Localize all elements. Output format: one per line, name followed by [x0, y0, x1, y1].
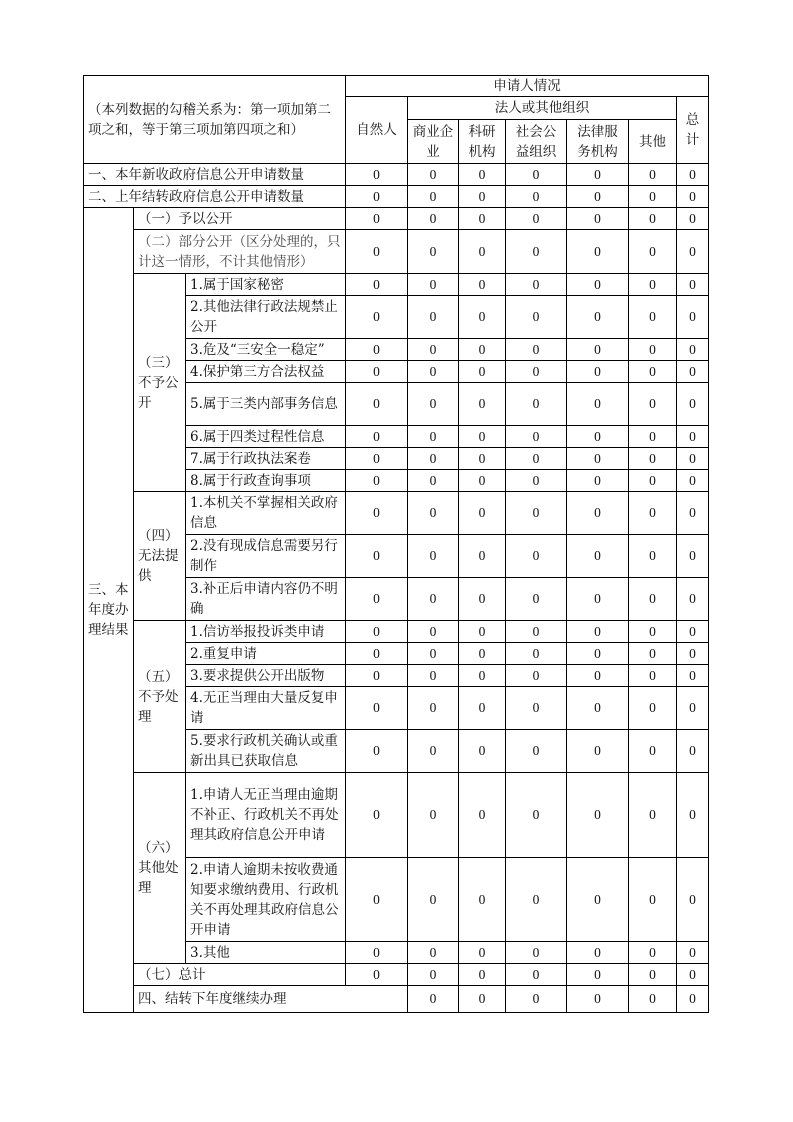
row-label: 8.属于行政查询事项	[186, 470, 346, 492]
cell: 0	[459, 942, 506, 964]
cell: 0	[506, 274, 567, 296]
cell: 0	[346, 621, 408, 643]
cell: 0	[408, 964, 459, 986]
cell: 0	[629, 164, 677, 186]
cell: 0	[346, 361, 408, 383]
cell: 0	[346, 535, 408, 578]
cell: 0	[567, 186, 629, 208]
cell: 0	[629, 274, 677, 296]
cell: 0	[677, 492, 709, 535]
row-label: 1.信访举报投诉类申请	[186, 621, 346, 643]
cell: 0	[459, 578, 506, 621]
cell: 0	[567, 986, 629, 1013]
header-commercial: 商业企业	[408, 120, 459, 164]
cell: 0	[346, 942, 408, 964]
table-row	[84, 164, 709, 186]
cell: 0	[459, 492, 506, 535]
header-note: （本列数据的勾稽关系为：第一项加第二项之和，等于第三项加第四项之和）	[84, 76, 346, 164]
table-row	[84, 208, 709, 230]
cell: 0	[677, 535, 709, 578]
cell: 0	[346, 687, 408, 730]
group-label: （四）无法提供	[134, 492, 186, 621]
cell: 0	[346, 274, 408, 296]
cell: 0	[408, 858, 459, 942]
cell: 0	[408, 986, 459, 1013]
cell: 0	[677, 773, 709, 858]
header-other: 其他	[629, 120, 677, 164]
cell: 0	[506, 535, 567, 578]
cell: 0	[459, 274, 506, 296]
cell: 0	[567, 448, 629, 470]
cell: 0	[567, 230, 629, 274]
table-row	[84, 274, 709, 296]
cell: 0	[677, 361, 709, 383]
cell: 0	[677, 470, 709, 492]
cell: 0	[459, 773, 506, 858]
row-label: 5.属于三类内部事务信息	[186, 383, 346, 426]
cell: 0	[346, 186, 408, 208]
cell: 0	[346, 383, 408, 426]
cell: 0	[346, 730, 408, 773]
info-disclosure-table	[83, 75, 709, 1013]
cell: 0	[408, 665, 459, 687]
cell: 0	[506, 186, 567, 208]
cell: 0	[567, 858, 629, 942]
header-legal-org-group: 法人或其他组织	[408, 97, 677, 120]
cell: 0	[506, 964, 567, 986]
section3-label: 三、本年度办理结果	[84, 208, 134, 1013]
cell: 0	[567, 296, 629, 339]
cell: 0	[459, 230, 506, 274]
row-label: 5.要求行政机关确认或重新出具已获取信息	[186, 730, 346, 773]
header-social-welfare: 社会公益组织	[506, 120, 567, 164]
row-label: 3.补正后申请内容仍不明确	[186, 578, 346, 621]
cell: 0	[629, 208, 677, 230]
cell: 0	[677, 448, 709, 470]
cell: 0	[408, 339, 459, 361]
cell: 0	[346, 470, 408, 492]
header-natural-person: 自然人	[346, 97, 408, 164]
row-label: 1.属于国家秘密	[186, 274, 346, 296]
cell: 0	[567, 339, 629, 361]
cell: 0	[567, 643, 629, 665]
cell: 0	[408, 492, 459, 535]
cell: 0	[506, 986, 567, 1013]
cell: 0	[629, 578, 677, 621]
row-label: （七）总计	[134, 964, 346, 986]
cell: 0	[567, 578, 629, 621]
cell: 0	[506, 164, 567, 186]
header-legal-service: 法律服务机构	[567, 120, 629, 164]
cell: 0	[506, 665, 567, 687]
cell: 0	[567, 665, 629, 687]
cell: 0	[629, 296, 677, 339]
cell: 0	[408, 773, 459, 858]
cell: 0	[506, 470, 567, 492]
cell: 0	[567, 274, 629, 296]
cell: 0	[346, 773, 408, 858]
cell: 0	[677, 621, 709, 643]
row-label: 1.本机关不掌握相关政府信息	[186, 492, 346, 535]
cell: 0	[506, 230, 567, 274]
group-label: （五）不予处理	[134, 621, 186, 773]
row-label: （一）予以公开	[134, 208, 346, 230]
cell: 0	[459, 621, 506, 643]
cell: 0	[506, 942, 567, 964]
row-label: （二）部分公开（区分处理的，只计这一情形，不计其他情形）	[134, 230, 346, 274]
cell: 0	[506, 730, 567, 773]
cell: 0	[677, 687, 709, 730]
cell: 0	[346, 426, 408, 448]
cell: 0	[346, 665, 408, 687]
cell: 0	[567, 773, 629, 858]
cell: 0	[629, 964, 677, 986]
cell: 0	[677, 186, 709, 208]
cell: 0	[629, 470, 677, 492]
header-applicant-situation: 申请人情况	[346, 76, 709, 97]
cell: 0	[677, 208, 709, 230]
cell: 0	[677, 339, 709, 361]
cell: 0	[346, 964, 408, 986]
cell: 0	[677, 665, 709, 687]
cell: 0	[408, 208, 459, 230]
cell: 0	[408, 621, 459, 643]
cell: 0	[629, 621, 677, 643]
cell: 0	[408, 164, 459, 186]
cell: 0	[629, 730, 677, 773]
cell: 0	[459, 296, 506, 339]
cell: 0	[677, 986, 709, 1013]
cell: 0	[346, 492, 408, 535]
cell: 0	[408, 361, 459, 383]
cell: 0	[408, 730, 459, 773]
table-row	[84, 621, 709, 643]
cell: 0	[629, 665, 677, 687]
cell: 0	[408, 274, 459, 296]
cell: 0	[346, 208, 408, 230]
cell: 0	[408, 942, 459, 964]
cell: 0	[408, 426, 459, 448]
cell: 0	[629, 858, 677, 942]
cell: 0	[346, 643, 408, 665]
cell: 0	[629, 186, 677, 208]
cell: 0	[408, 470, 459, 492]
row-label: 四、结转下年度继续办理	[134, 986, 408, 1013]
cell: 0	[408, 186, 459, 208]
cell: 0	[408, 296, 459, 339]
cell: 0	[629, 383, 677, 426]
row-label: 1.申请人无正当理由逾期不补正、行政机关不再处理其政府信息公开申请	[186, 773, 346, 858]
cell: 0	[506, 858, 567, 942]
cell: 0	[459, 164, 506, 186]
cell: 0	[567, 361, 629, 383]
cell: 0	[677, 383, 709, 426]
cell: 0	[459, 426, 506, 448]
cell: 0	[408, 535, 459, 578]
header-total: 总计	[677, 97, 709, 164]
row-label: 一、本年新收政府信息公开申请数量	[84, 164, 346, 186]
cell: 0	[677, 274, 709, 296]
cell: 0	[629, 426, 677, 448]
cell: 0	[629, 687, 677, 730]
cell: 0	[567, 470, 629, 492]
row-label: 6.属于四类过程性信息	[186, 426, 346, 448]
cell: 0	[506, 208, 567, 230]
cell: 0	[346, 164, 408, 186]
cell: 0	[629, 942, 677, 964]
cell: 0	[408, 383, 459, 426]
row-label: 4.保护第三方合法权益	[186, 361, 346, 383]
cell: 0	[677, 942, 709, 964]
table-row	[84, 186, 709, 208]
cell: 0	[567, 687, 629, 730]
row-label: 2.申请人逾期未按收费通知要求缴纳费用、行政机关不再处理其政府信息公开申请	[186, 858, 346, 942]
row-label: 4.无正当理由大量反复申请	[186, 687, 346, 730]
cell: 0	[677, 643, 709, 665]
cell: 0	[677, 730, 709, 773]
cell: 0	[346, 448, 408, 470]
cell: 0	[459, 535, 506, 578]
cell: 0	[459, 361, 506, 383]
row-label: 2.其他法律行政法规禁止公开	[186, 296, 346, 339]
cell: 0	[459, 730, 506, 773]
cell: 0	[567, 492, 629, 535]
cell: 0	[567, 964, 629, 986]
cell: 0	[459, 858, 506, 942]
cell: 0	[459, 208, 506, 230]
cell: 0	[506, 492, 567, 535]
cell: 0	[459, 383, 506, 426]
cell: 0	[677, 858, 709, 942]
cell: 0	[459, 665, 506, 687]
cell: 0	[506, 339, 567, 361]
cell: 0	[506, 621, 567, 643]
cell: 0	[567, 208, 629, 230]
row-label: 2.没有现成信息需要另行制作	[186, 535, 346, 578]
cell: 0	[459, 186, 506, 208]
table-row	[84, 773, 709, 858]
header-research: 科研机构	[459, 120, 506, 164]
cell: 0	[677, 164, 709, 186]
cell: 0	[677, 426, 709, 448]
row-label: 3.要求提供公开出版物	[186, 665, 346, 687]
cell: 0	[346, 858, 408, 942]
cell: 0	[567, 942, 629, 964]
cell: 0	[408, 448, 459, 470]
cell: 0	[346, 296, 408, 339]
cell: 0	[459, 470, 506, 492]
cell: 0	[567, 535, 629, 578]
cell: 0	[506, 426, 567, 448]
cell: 0	[567, 621, 629, 643]
cell: 0	[408, 230, 459, 274]
table-row	[84, 230, 709, 274]
cell: 0	[506, 687, 567, 730]
cell: 0	[506, 578, 567, 621]
cell: 0	[459, 986, 506, 1013]
cell: 0	[567, 164, 629, 186]
cell: 0	[459, 339, 506, 361]
cell: 0	[629, 773, 677, 858]
cell: 0	[506, 296, 567, 339]
cell: 0	[346, 339, 408, 361]
cell: 0	[677, 964, 709, 986]
cell: 0	[346, 578, 408, 621]
cell: 0	[677, 578, 709, 621]
table-row	[84, 492, 709, 535]
group-label: （三）不予公开	[134, 274, 186, 492]
cell: 0	[408, 578, 459, 621]
cell: 0	[506, 383, 567, 426]
group-label: （六）其他处理	[134, 773, 186, 964]
row-label: 二、上年结转政府信息公开申请数量	[84, 186, 346, 208]
cell: 0	[459, 448, 506, 470]
cell: 0	[677, 296, 709, 339]
cell: 0	[567, 383, 629, 426]
cell: 0	[506, 448, 567, 470]
cell: 0	[629, 448, 677, 470]
table-row	[84, 986, 709, 1013]
cell: 0	[677, 230, 709, 274]
cell: 0	[629, 986, 677, 1013]
row-label: 7.属于行政执法案卷	[186, 448, 346, 470]
row-label: 2.重复申请	[186, 643, 346, 665]
cell: 0	[459, 964, 506, 986]
cell: 0	[346, 230, 408, 274]
cell: 0	[567, 730, 629, 773]
cell: 0	[408, 643, 459, 665]
cell: 0	[629, 643, 677, 665]
cell: 0	[408, 687, 459, 730]
cell: 0	[506, 773, 567, 858]
cell: 0	[629, 492, 677, 535]
cell: 0	[629, 361, 677, 383]
row-label: 3.其他	[186, 942, 346, 964]
cell: 0	[629, 535, 677, 578]
table-row	[84, 964, 709, 986]
cell: 0	[629, 230, 677, 274]
cell: 0	[506, 643, 567, 665]
row-label: 3.危及“三安全一稳定”	[186, 339, 346, 361]
cell: 0	[459, 643, 506, 665]
cell: 0	[459, 687, 506, 730]
cell: 0	[629, 339, 677, 361]
cell: 0	[506, 361, 567, 383]
cell: 0	[567, 426, 629, 448]
